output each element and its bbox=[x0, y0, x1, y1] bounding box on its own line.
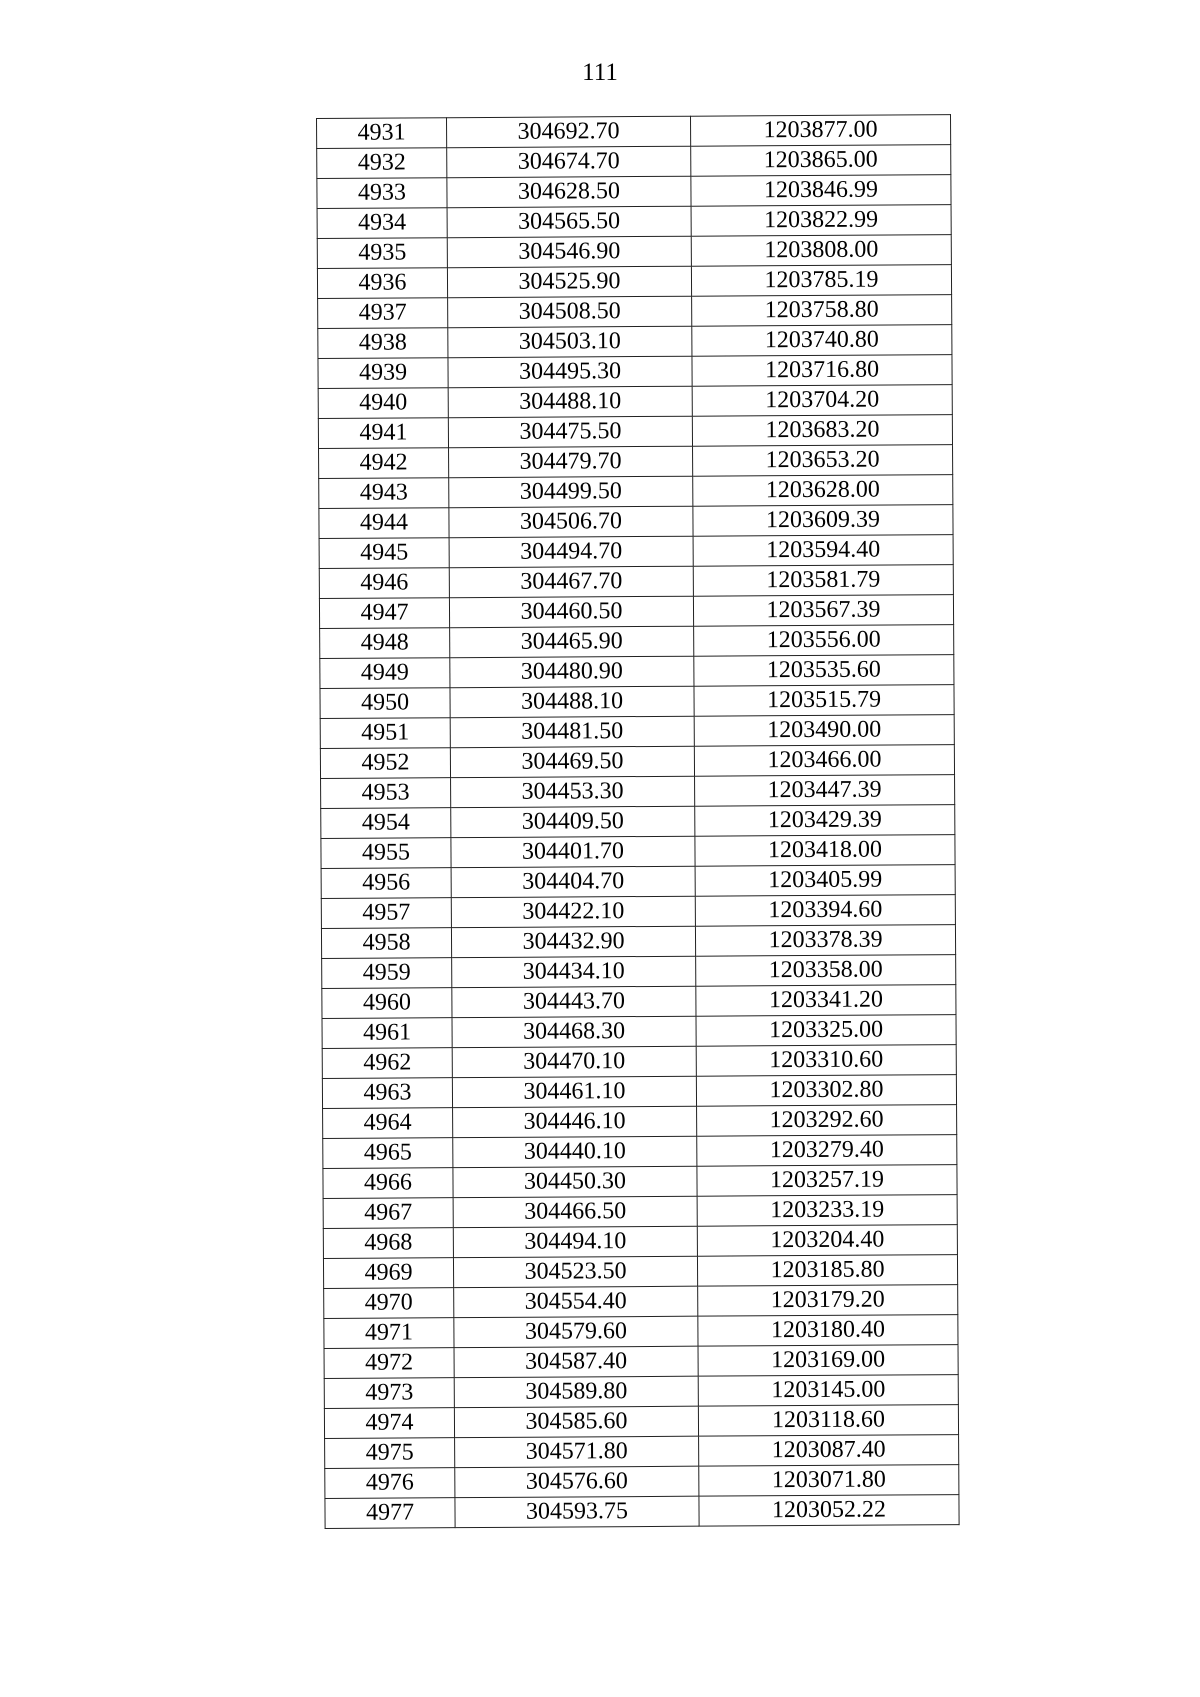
table-row bbox=[318, 325, 952, 359]
x-coordinate-cell: 304450.30 bbox=[453, 1166, 697, 1197]
x-coordinate-cell: 304523.50 bbox=[453, 1256, 697, 1287]
y-coordinate-cell: 1203865.00 bbox=[691, 145, 951, 177]
point-number-cell: 4967 bbox=[323, 1198, 453, 1229]
table-row bbox=[317, 145, 951, 179]
point-number-cell: 4949 bbox=[320, 658, 450, 689]
y-coordinate-cell: 1203310.60 bbox=[696, 1045, 956, 1077]
point-number-cell: 4955 bbox=[321, 838, 451, 869]
table-row bbox=[322, 985, 956, 1019]
table-row bbox=[322, 955, 956, 989]
x-coordinate-cell: 304460.50 bbox=[449, 596, 693, 627]
point-number-cell: 4968 bbox=[323, 1228, 453, 1259]
y-coordinate-cell: 1203785.19 bbox=[691, 265, 951, 297]
point-number-cell: 4972 bbox=[324, 1348, 454, 1379]
x-coordinate-cell: 304469.50 bbox=[450, 746, 694, 777]
point-number-cell: 4933 bbox=[317, 178, 447, 209]
x-coordinate-cell: 304488.10 bbox=[450, 686, 694, 717]
table-row bbox=[319, 535, 953, 569]
y-coordinate-cell: 1203716.80 bbox=[692, 355, 952, 387]
point-number-cell: 4936 bbox=[317, 268, 447, 299]
table-row bbox=[318, 385, 952, 419]
x-coordinate-cell: 304585.60 bbox=[454, 1406, 698, 1437]
point-number-cell: 4969 bbox=[323, 1258, 453, 1289]
point-number-cell: 4974 bbox=[324, 1408, 454, 1439]
table-row bbox=[318, 355, 952, 389]
y-coordinate-cell: 1203118.60 bbox=[698, 1405, 958, 1437]
y-coordinate-cell: 1203185.80 bbox=[697, 1255, 957, 1287]
table-row bbox=[321, 775, 955, 809]
table-row bbox=[319, 475, 953, 509]
y-coordinate-cell: 1203628.00 bbox=[693, 475, 953, 507]
point-number-cell: 4977 bbox=[325, 1498, 455, 1529]
table-row bbox=[321, 925, 955, 959]
y-coordinate-cell: 1203704.20 bbox=[692, 385, 952, 417]
y-coordinate-cell: 1203358.00 bbox=[696, 955, 956, 987]
point-number-cell: 4951 bbox=[320, 718, 450, 749]
x-coordinate-cell: 304422.10 bbox=[451, 896, 695, 927]
x-coordinate-cell: 304628.50 bbox=[447, 176, 691, 207]
point-number-cell: 4959 bbox=[322, 958, 452, 989]
table-row bbox=[319, 445, 953, 479]
x-coordinate-cell: 304674.70 bbox=[447, 146, 691, 177]
x-coordinate-cell: 304571.80 bbox=[455, 1436, 699, 1467]
table-row bbox=[317, 175, 951, 209]
x-coordinate-cell: 304446.10 bbox=[453, 1106, 697, 1137]
y-coordinate-cell: 1203490.00 bbox=[694, 715, 954, 747]
y-coordinate-cell: 1203071.80 bbox=[699, 1465, 959, 1497]
y-coordinate-cell: 1203169.00 bbox=[698, 1345, 958, 1377]
y-coordinate-cell: 1203466.00 bbox=[694, 745, 954, 777]
table-row bbox=[321, 835, 955, 869]
table-row bbox=[318, 295, 952, 329]
point-number-cell: 4948 bbox=[320, 628, 450, 659]
y-coordinate-cell: 1203822.99 bbox=[691, 205, 951, 237]
y-coordinate-cell: 1203087.40 bbox=[699, 1435, 959, 1467]
table-row bbox=[320, 625, 954, 659]
y-coordinate-cell: 1203341.20 bbox=[696, 985, 956, 1017]
point-number-cell: 4934 bbox=[317, 208, 447, 239]
table-row bbox=[324, 1375, 958, 1409]
y-coordinate-cell: 1203257.19 bbox=[697, 1165, 957, 1197]
y-coordinate-cell: 1203846.99 bbox=[691, 175, 951, 207]
y-coordinate-cell: 1203808.00 bbox=[691, 235, 951, 267]
table-row bbox=[320, 745, 954, 779]
table-row bbox=[323, 1225, 957, 1259]
point-number-cell: 4960 bbox=[322, 988, 452, 1019]
x-coordinate-cell: 304587.40 bbox=[454, 1346, 698, 1377]
x-coordinate-cell: 304479.70 bbox=[449, 446, 693, 477]
table-row bbox=[325, 1465, 959, 1499]
point-number-cell: 4965 bbox=[323, 1138, 453, 1169]
x-coordinate-cell: 304499.50 bbox=[449, 476, 693, 507]
y-coordinate-cell: 1203204.40 bbox=[697, 1225, 957, 1257]
y-coordinate-cell: 1203594.40 bbox=[693, 535, 953, 567]
table-row bbox=[322, 1015, 956, 1049]
x-coordinate-cell: 304404.70 bbox=[451, 866, 695, 897]
x-coordinate-cell: 304508.50 bbox=[448, 296, 692, 327]
x-coordinate-cell: 304525.90 bbox=[447, 266, 691, 297]
point-number-cell: 4962 bbox=[322, 1048, 452, 1079]
table-row bbox=[320, 655, 954, 689]
point-number-cell: 4952 bbox=[320, 748, 450, 779]
point-number-cell: 4956 bbox=[321, 868, 451, 899]
y-coordinate-cell: 1203052.22 bbox=[699, 1495, 959, 1527]
table-row bbox=[320, 715, 954, 749]
y-coordinate-cell: 1203418.00 bbox=[695, 835, 955, 867]
x-coordinate-cell: 304453.30 bbox=[451, 776, 695, 807]
y-coordinate-cell: 1203292.60 bbox=[697, 1105, 957, 1137]
point-number-cell: 4941 bbox=[318, 418, 448, 449]
table-row bbox=[318, 415, 952, 449]
table-row bbox=[324, 1405, 958, 1439]
y-coordinate-cell: 1203378.39 bbox=[695, 925, 955, 957]
y-coordinate-cell: 1203179.20 bbox=[698, 1285, 958, 1317]
y-coordinate-cell: 1203515.79 bbox=[694, 685, 954, 717]
x-coordinate-cell: 304565.50 bbox=[447, 206, 691, 237]
table-row bbox=[323, 1255, 957, 1289]
point-number-cell: 4966 bbox=[323, 1168, 453, 1199]
x-coordinate-cell: 304409.50 bbox=[451, 806, 695, 837]
y-coordinate-cell: 1203758.80 bbox=[692, 295, 952, 327]
x-coordinate-cell: 304480.90 bbox=[450, 656, 694, 687]
y-coordinate-cell: 1203405.99 bbox=[695, 865, 955, 897]
x-coordinate-cell: 304461.10 bbox=[452, 1076, 696, 1107]
table-row bbox=[323, 1165, 957, 1199]
x-coordinate-cell: 304494.70 bbox=[449, 536, 693, 567]
point-number-cell: 4938 bbox=[318, 328, 448, 359]
x-coordinate-cell: 304465.90 bbox=[450, 626, 694, 657]
x-coordinate-cell: 304481.50 bbox=[450, 716, 694, 747]
table-row bbox=[317, 235, 951, 269]
x-coordinate-cell: 304506.70 bbox=[449, 506, 693, 537]
y-coordinate-cell: 1203233.19 bbox=[697, 1195, 957, 1227]
x-coordinate-cell: 304470.10 bbox=[452, 1046, 696, 1077]
point-number-cell: 4954 bbox=[321, 808, 451, 839]
point-number-cell: 4964 bbox=[323, 1108, 453, 1139]
coordinates-table-body bbox=[317, 115, 960, 1529]
y-coordinate-cell: 1203302.80 bbox=[696, 1075, 956, 1107]
table-row bbox=[322, 1045, 956, 1079]
point-number-cell: 4963 bbox=[322, 1078, 452, 1109]
x-coordinate-cell: 304579.60 bbox=[454, 1316, 698, 1347]
x-coordinate-cell: 304494.10 bbox=[453, 1226, 697, 1257]
point-number-cell: 4950 bbox=[320, 688, 450, 719]
point-number-cell: 4939 bbox=[318, 358, 448, 389]
x-coordinate-cell: 304554.40 bbox=[454, 1286, 698, 1317]
y-coordinate-cell: 1203877.00 bbox=[690, 115, 950, 147]
point-number-cell: 4946 bbox=[319, 568, 449, 599]
y-coordinate-cell: 1203556.00 bbox=[694, 625, 954, 657]
table-row bbox=[317, 205, 951, 239]
point-number-cell: 4973 bbox=[324, 1378, 454, 1409]
point-number-cell: 4943 bbox=[319, 478, 449, 509]
x-coordinate-cell: 304467.70 bbox=[449, 566, 693, 597]
table-row bbox=[324, 1315, 958, 1349]
point-number-cell: 4931 bbox=[317, 118, 447, 149]
y-coordinate-cell: 1203145.00 bbox=[698, 1375, 958, 1407]
point-number-cell: 4945 bbox=[319, 538, 449, 569]
point-number-cell: 4971 bbox=[324, 1318, 454, 1349]
x-coordinate-cell: 304546.90 bbox=[447, 236, 691, 267]
point-number-cell: 4958 bbox=[321, 928, 451, 959]
table-row bbox=[319, 505, 953, 539]
point-number-cell: 4976 bbox=[325, 1468, 455, 1499]
point-number-cell: 4970 bbox=[324, 1288, 454, 1319]
table-row bbox=[319, 595, 953, 629]
point-number-cell: 4947 bbox=[319, 598, 449, 629]
table-row bbox=[322, 1075, 956, 1109]
x-coordinate-cell: 304401.70 bbox=[451, 836, 695, 867]
point-number-cell: 4937 bbox=[318, 298, 448, 329]
table-row bbox=[323, 1105, 957, 1139]
table-row bbox=[323, 1195, 957, 1229]
table-row bbox=[325, 1435, 959, 1469]
x-coordinate-cell: 304475.50 bbox=[448, 416, 692, 447]
x-coordinate-cell: 304589.80 bbox=[454, 1376, 698, 1407]
coordinates-table bbox=[316, 114, 960, 1529]
page-number: 111 bbox=[582, 59, 618, 86]
table-row bbox=[325, 1495, 959, 1529]
y-coordinate-cell: 1203429.39 bbox=[695, 805, 955, 837]
table-row bbox=[319, 565, 953, 599]
x-coordinate-cell: 304692.70 bbox=[447, 116, 691, 147]
point-number-cell: 4975 bbox=[325, 1438, 455, 1469]
x-coordinate-cell: 304468.30 bbox=[452, 1016, 696, 1047]
y-coordinate-cell: 1203683.20 bbox=[692, 415, 952, 447]
y-coordinate-cell: 1203740.80 bbox=[692, 325, 952, 357]
x-coordinate-cell: 304440.10 bbox=[453, 1136, 697, 1167]
table-row bbox=[321, 805, 955, 839]
x-coordinate-cell: 304593.75 bbox=[455, 1496, 699, 1527]
table-row bbox=[320, 685, 954, 719]
y-coordinate-cell: 1203279.40 bbox=[697, 1135, 957, 1167]
point-number-cell: 4953 bbox=[321, 778, 451, 809]
table-row bbox=[317, 265, 951, 299]
y-coordinate-cell: 1203567.39 bbox=[693, 595, 953, 627]
table-row bbox=[321, 865, 955, 899]
y-coordinate-cell: 1203535.60 bbox=[694, 655, 954, 687]
x-coordinate-cell: 304488.10 bbox=[448, 386, 692, 417]
y-coordinate-cell: 1203653.20 bbox=[693, 445, 953, 477]
y-coordinate-cell: 1203581.79 bbox=[693, 565, 953, 597]
point-number-cell: 4957 bbox=[321, 898, 451, 929]
table-row bbox=[321, 895, 955, 929]
point-number-cell: 4942 bbox=[319, 448, 449, 479]
y-coordinate-cell: 1203394.60 bbox=[695, 895, 955, 927]
x-coordinate-cell: 304503.10 bbox=[448, 326, 692, 357]
x-coordinate-cell: 304495.30 bbox=[448, 356, 692, 387]
y-coordinate-cell: 1203447.39 bbox=[695, 775, 955, 807]
table-row bbox=[323, 1135, 957, 1169]
point-number-cell: 4961 bbox=[322, 1018, 452, 1049]
table-row bbox=[317, 115, 951, 149]
point-number-cell: 4932 bbox=[317, 148, 447, 179]
y-coordinate-cell: 1203609.39 bbox=[693, 505, 953, 537]
x-coordinate-cell: 304443.70 bbox=[452, 986, 696, 1017]
y-coordinate-cell: 1203180.40 bbox=[698, 1315, 958, 1347]
point-number-cell: 4944 bbox=[319, 508, 449, 539]
point-number-cell: 4935 bbox=[317, 238, 447, 269]
x-coordinate-cell: 304466.50 bbox=[453, 1196, 697, 1227]
x-coordinate-cell: 304434.10 bbox=[452, 956, 696, 987]
x-coordinate-cell: 304576.60 bbox=[455, 1466, 699, 1497]
y-coordinate-cell: 1203325.00 bbox=[696, 1015, 956, 1047]
table-row bbox=[324, 1345, 958, 1379]
table-row bbox=[324, 1285, 958, 1319]
x-coordinate-cell: 304432.90 bbox=[451, 926, 695, 957]
point-number-cell: 4940 bbox=[318, 388, 448, 419]
